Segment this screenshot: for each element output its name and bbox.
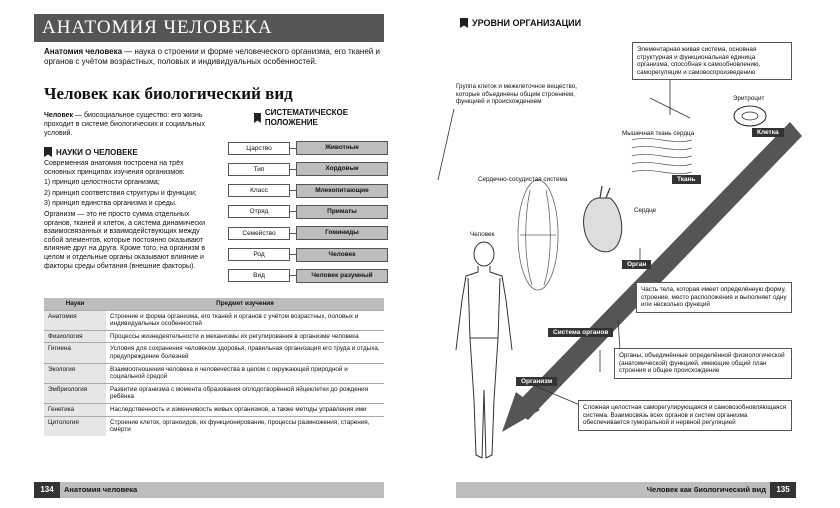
tissue-description: Группа клеток и межклеточное вещество, которые объединены общим строением, функцией и происхождением — [452, 80, 602, 109]
page-number: 134 — [34, 482, 60, 498]
level-tag-tissue: Ткань — [672, 175, 701, 184]
taxonomy-rank: Класс — [228, 184, 290, 197]
taxonomy-rank: Семейство — [228, 227, 290, 240]
table-row — [44, 416, 384, 436]
erythrocyte-drawing — [734, 106, 766, 126]
taxonomy-value: Млекопитающие — [296, 184, 388, 198]
level-tag-organism: Организм — [516, 377, 557, 386]
level-tag-cell: Клетка — [752, 128, 784, 137]
footer-text: Человек как биологический вид — [646, 485, 766, 494]
level-tag-system: Система органов — [548, 328, 613, 337]
table-row — [44, 383, 384, 403]
taxonomy-value: Человек разумный — [296, 269, 388, 283]
page-title: АНАТОМИЯ ЧЕЛОВЕКА — [34, 14, 384, 42]
muscle-tissue-drawing — [632, 138, 692, 173]
science-name: Экология — [44, 363, 106, 383]
person-definition — [44, 111, 212, 138]
bookmark-icon — [44, 147, 52, 157]
taxonomy-value: Хордовые — [296, 162, 388, 176]
science-subject: Развитие организма с момента образования оплодотворённой яйцеклетки до рождения ребёнка — [106, 383, 384, 403]
table-row — [44, 363, 384, 383]
taxonomy-value: Гоминиды — [296, 226, 388, 240]
taxonomy-rank: Тип — [228, 163, 290, 176]
taxonomy-value: Животные — [296, 141, 388, 155]
science-name: Генетика — [44, 403, 106, 416]
systematic-title-text: СИСТЕМАТИЧЕСКОЕ ПОЛОЖЕНИЕ — [264, 108, 349, 127]
heart-label: Сердце — [634, 207, 657, 214]
muscle-label: Мышечная ткань сердца — [622, 130, 695, 137]
taxonomy-row — [228, 184, 388, 198]
human-label: Человек — [470, 231, 495, 238]
science-name: Анатомия — [44, 310, 106, 330]
table-row — [44, 310, 384, 330]
taxonomy-value: Человек — [296, 248, 388, 262]
table-header: Предмет изучения — [106, 298, 384, 310]
taxonomy-row — [228, 226, 388, 240]
taxonomy-row — [228, 248, 388, 262]
cardio-label: Сердечно-сосудистая система — [478, 176, 568, 183]
bookmark-icon — [254, 113, 261, 123]
erythrocyte-label: Эритроцит — [733, 95, 765, 102]
organ-description: Часть тела, которая имеет определённую форму, строение, место расположения и выполняет одну или несколько функций — [636, 282, 792, 313]
taxonomy-row — [228, 269, 388, 283]
system-description: Органы, объединённые определённой физиологической (анатомической) функцией, имеющие общий план строения и общее происхождение — [614, 348, 792, 379]
page-number: 135 — [770, 482, 796, 498]
science-subject: Взаимоотношения человека и человечества в целом с окружающей природной и социальной средой — [106, 363, 384, 383]
section-heading: Человек как биологический вид — [44, 84, 293, 103]
heart-drawing — [584, 186, 622, 252]
sciences-p1: Современная анатомия построена на трёх основных принципах изучения организмов: — [44, 160, 185, 176]
sciences-p4: 3) принцип единства организма и среды. — [44, 200, 177, 208]
levels-title — [460, 18, 581, 28]
science-name: Эмбриология — [44, 383, 106, 403]
table-header-row — [44, 298, 384, 310]
taxonomy-rank: Отряд — [228, 205, 290, 218]
level-tag-organ: Орган — [622, 260, 651, 269]
science-name: Цитология — [44, 416, 106, 436]
sciences-p3: 2) принцип соответствия структуры и функции; — [44, 189, 197, 197]
sciences-p5: Организм — это не просто сумма отдельных органов, тканей и клеток, а система динамически взаимосвязанных и взаимодействующих между собой элементов, которые постоянно оказывают влияние друг на друга. Кроме того, на организм в целом и отдельные органы оказывают влияние и факторы среды обитания (внешние факторы). — [44, 210, 206, 270]
science-subject: Условия для сохранения человеком здоровья, правильная организация его труда и отдыха, предупреждение болезней — [106, 343, 384, 363]
taxonomy-rank: Род — [228, 248, 290, 261]
intro-text: — наука о строении и форме человеческого организма, его тканей и органов с учётом возрастных, половых и индивидуальных особенностей. — [44, 47, 380, 66]
science-subject: Строение и форма организма, его тканей и органов с учётом возрастных, половых и индивидуальных особенностей — [106, 310, 384, 330]
bookmark-icon — [460, 18, 468, 28]
table-row — [44, 330, 384, 343]
footer-right — [456, 482, 796, 498]
intro-term: Анатомия человека — [44, 47, 123, 56]
cell-description: Элементарная живая система, основная структурная и функциональная единица организма, способная к самообновлению, саморегуляции и самовоспроизведению — [632, 42, 792, 80]
taxonomy-row — [228, 205, 388, 219]
cardiovascular-drawing — [518, 180, 558, 290]
sciences-table — [44, 298, 384, 436]
person-term: Человек — [44, 112, 74, 119]
sciences-p2: 1) принцип целостности организма; — [44, 179, 160, 187]
person-text: — биосоциальное существо: его жизнь проходит в системе биологических и социальных условий. — [44, 112, 205, 137]
table-header: Науки — [44, 298, 106, 310]
taxonomy-row — [228, 162, 388, 176]
science-name: Физиология — [44, 330, 106, 343]
table-row — [44, 343, 384, 363]
organism-description: Сложная целостная саморегулирующаяся и самовозобновляющаяся система. Взаимосвязь всех органов и систем организма обеспечивается гуморальной и нервной регуляцией — [578, 400, 792, 431]
footer-left — [34, 482, 384, 498]
science-subject: Процессы жизнедеятельности и механизмы их регулирования в организме человека — [106, 330, 384, 343]
table-row — [44, 403, 384, 416]
sciences-text — [44, 160, 212, 273]
levels-title-text: УРОВНИ ОРГАНИЗАЦИИ — [472, 18, 582, 28]
systematic-title — [254, 108, 384, 128]
taxonomy-value: Приматы — [296, 205, 388, 219]
human-figure — [456, 242, 512, 458]
footer-text: Анатомия человека — [64, 485, 138, 494]
taxonomy-rank: Вид — [228, 269, 290, 282]
sciences-title — [44, 147, 138, 157]
sciences-title-text: НАУКИ О ЧЕЛОВЕКЕ — [56, 147, 138, 157]
science-subject: Наследственность и изменчивость живых организмов, а также методы управления ими — [106, 403, 384, 416]
science-name: Гигиена — [44, 343, 106, 363]
taxonomy-row — [228, 141, 388, 155]
intro-paragraph — [44, 47, 384, 67]
taxonomy-rank: Царство — [228, 142, 290, 155]
science-subject: Строение клеток, органоидов, их функционирование, процессы размножения, старения, смерти — [106, 416, 384, 436]
